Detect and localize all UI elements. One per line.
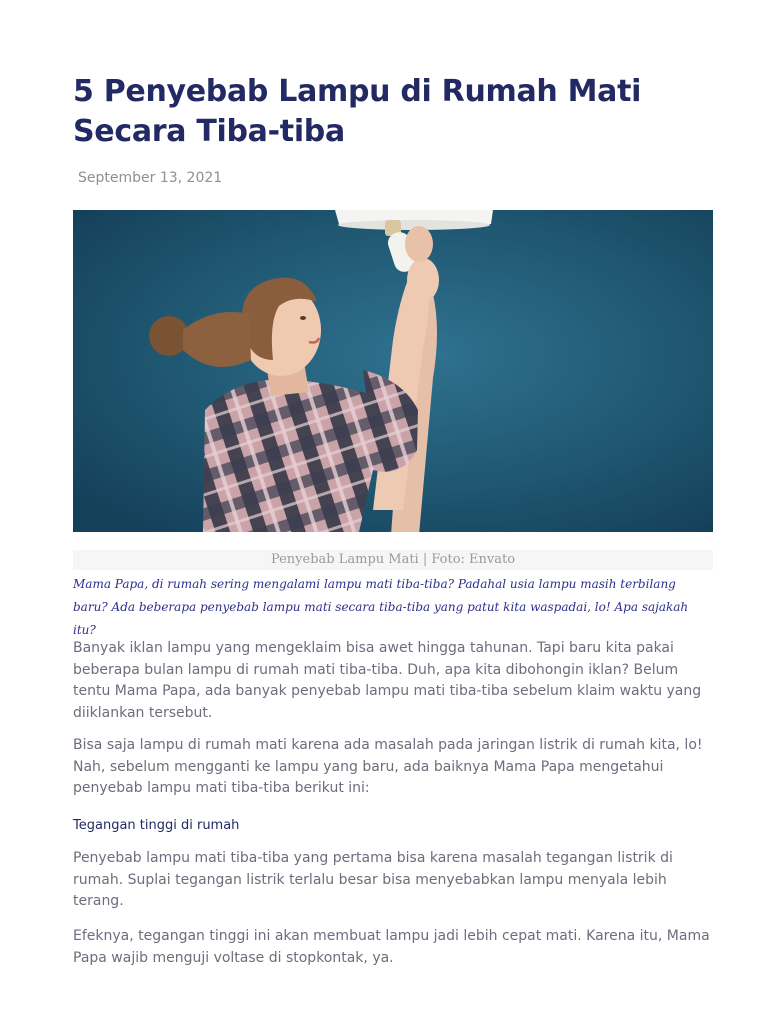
article-paragraph: Banyak iklan lampu yang mengeklaim bisa awet hingga tahunan. Tapi baru kita pakai beberapa bulan lampu di rumah mati tiba-tiba. Duh, apa kita dibohongin iklan? Belum tentu Mama Papa, ada banyak penyebab lampu mati tiba-tiba sebelum klaim waktu yang diiklankan tersebut. [73, 640, 702, 721]
section-heading: Tegangan tinggi di rumah [73, 818, 240, 833]
article-lead: Mama Papa, di rumah sering mengalami lampu mati tiba-tiba? Padahal usia lampu masih terbilang baru? Ada beberapa penyebab lampu mati secara tiba-tiba yang patut kita waspadai, lo! Apa sajakah itu? [73, 577, 689, 637]
image-caption: Penyebab Lampu Mati | Foto: Envato [73, 550, 713, 570]
publish-date: September 13, 2021 [78, 170, 223, 186]
woman-changing-light-bulb-illustration [73, 210, 713, 532]
article-paragraph: Bisa saja lampu di rumah mati karena ada masalah pada jaringan listrik di rumah kita, lo! Nah, sebelum mengganti ke lampu yang baru, ada baiknya Mama Papa mengetahui penyebab lampu mati tiba-tiba berikut ini: [73, 737, 703, 796]
section-paragraph: Efeknya, tegangan tinggi ini akan membuat lampu jadi lebih cepat mati. Karena itu, Mama Papa wajib menguji voltase di stopkontak, ya. [73, 928, 710, 966]
article-title: 5 Penyebab Lampu di Rumah Mati Secara Tiba-tiba [73, 74, 642, 149]
hero-image [73, 210, 713, 532]
section-paragraph: Penyebab lampu mati tiba-tiba yang pertama bisa karena masalah tegangan listrik di rumah. Suplai tegangan listrik terlalu besar bisa menyebabkan lampu menyala lebih terang. [73, 850, 673, 909]
